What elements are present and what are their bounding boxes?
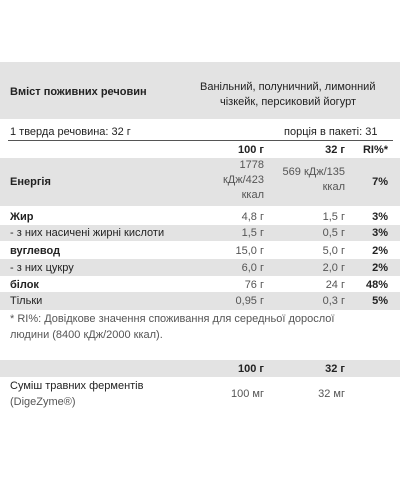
serving-size: 1 тверда речовина: 32 г <box>10 126 131 138</box>
row-label: вуглевод <box>10 245 61 257</box>
divider <box>8 140 393 141</box>
row-per-serving: 2,0 г <box>322 262 345 274</box>
enzymes-col-per100: 100 г <box>238 363 264 375</box>
row-label: Енергія <box>10 176 51 188</box>
row-per100: 0,95 г <box>235 295 264 307</box>
row-ri: 2% <box>372 262 388 274</box>
row-ri: 3% <box>372 211 388 223</box>
enzymes-per100: 100 мг <box>231 388 264 400</box>
row-per100: 76 г <box>244 279 264 291</box>
row-label: білок <box>10 279 39 291</box>
enzymes-col-per-serving: 32 г <box>325 363 345 375</box>
enzymes-label-line-1: Суміш травних ферментів <box>10 380 144 392</box>
row-label: - з них насичені жирні кислоти <box>10 227 165 239</box>
row-per-serving: 0,3 г <box>322 295 345 307</box>
row-label: Жир <box>10 211 34 223</box>
row-per-serving: 1,5 г <box>322 211 345 223</box>
row-per-serving: 24 г <box>325 279 345 291</box>
row-per-serving: 569 кДж/135 ккал <box>282 166 345 193</box>
enzymes-per-serving: 32 мг <box>318 388 345 400</box>
row-per-serving: 5,0 г <box>322 245 345 257</box>
row-label: - з них цукру <box>10 262 74 274</box>
row-ri: 7% <box>372 176 388 188</box>
portions-per-pack: порція в пакеті: 31 <box>284 126 378 138</box>
col-header-per-serving: 32 г <box>325 144 345 156</box>
flavors-line-1: Ванільний, полуничний, лимонний <box>200 81 376 93</box>
row-per100: 6,0 г <box>241 262 264 274</box>
row-ri: 48% <box>365 279 388 291</box>
row-per100: 1778 кДж/423 ккал <box>222 159 264 201</box>
flavors-line-2: чізкейк, персиковий йогурт <box>220 96 356 108</box>
footnote-line-2: людини (8400 кДж/2000 ккал). <box>10 329 163 341</box>
row-per-serving: 0,5 г <box>322 227 345 239</box>
row-ri: 3% <box>372 227 388 239</box>
col-header-ri: RI%* <box>362 144 388 156</box>
row-ri: 5% <box>372 295 388 307</box>
row-per100: 15,0 г <box>235 245 264 257</box>
col-header-per100: 100 г <box>238 144 264 156</box>
table-title: Вміст поживних речовин <box>10 86 147 98</box>
row-ri: 2% <box>372 245 388 257</box>
row-per100: 1,5 г <box>241 227 264 239</box>
row-per100: 4,8 г <box>241 211 264 223</box>
footnote-line-1: * RI%: Довідкове значення споживання для середньої дорослої <box>10 313 335 325</box>
enzymes-label-line-2: (DigeZyme®) <box>10 396 76 408</box>
row-label: Тільки <box>10 295 43 307</box>
